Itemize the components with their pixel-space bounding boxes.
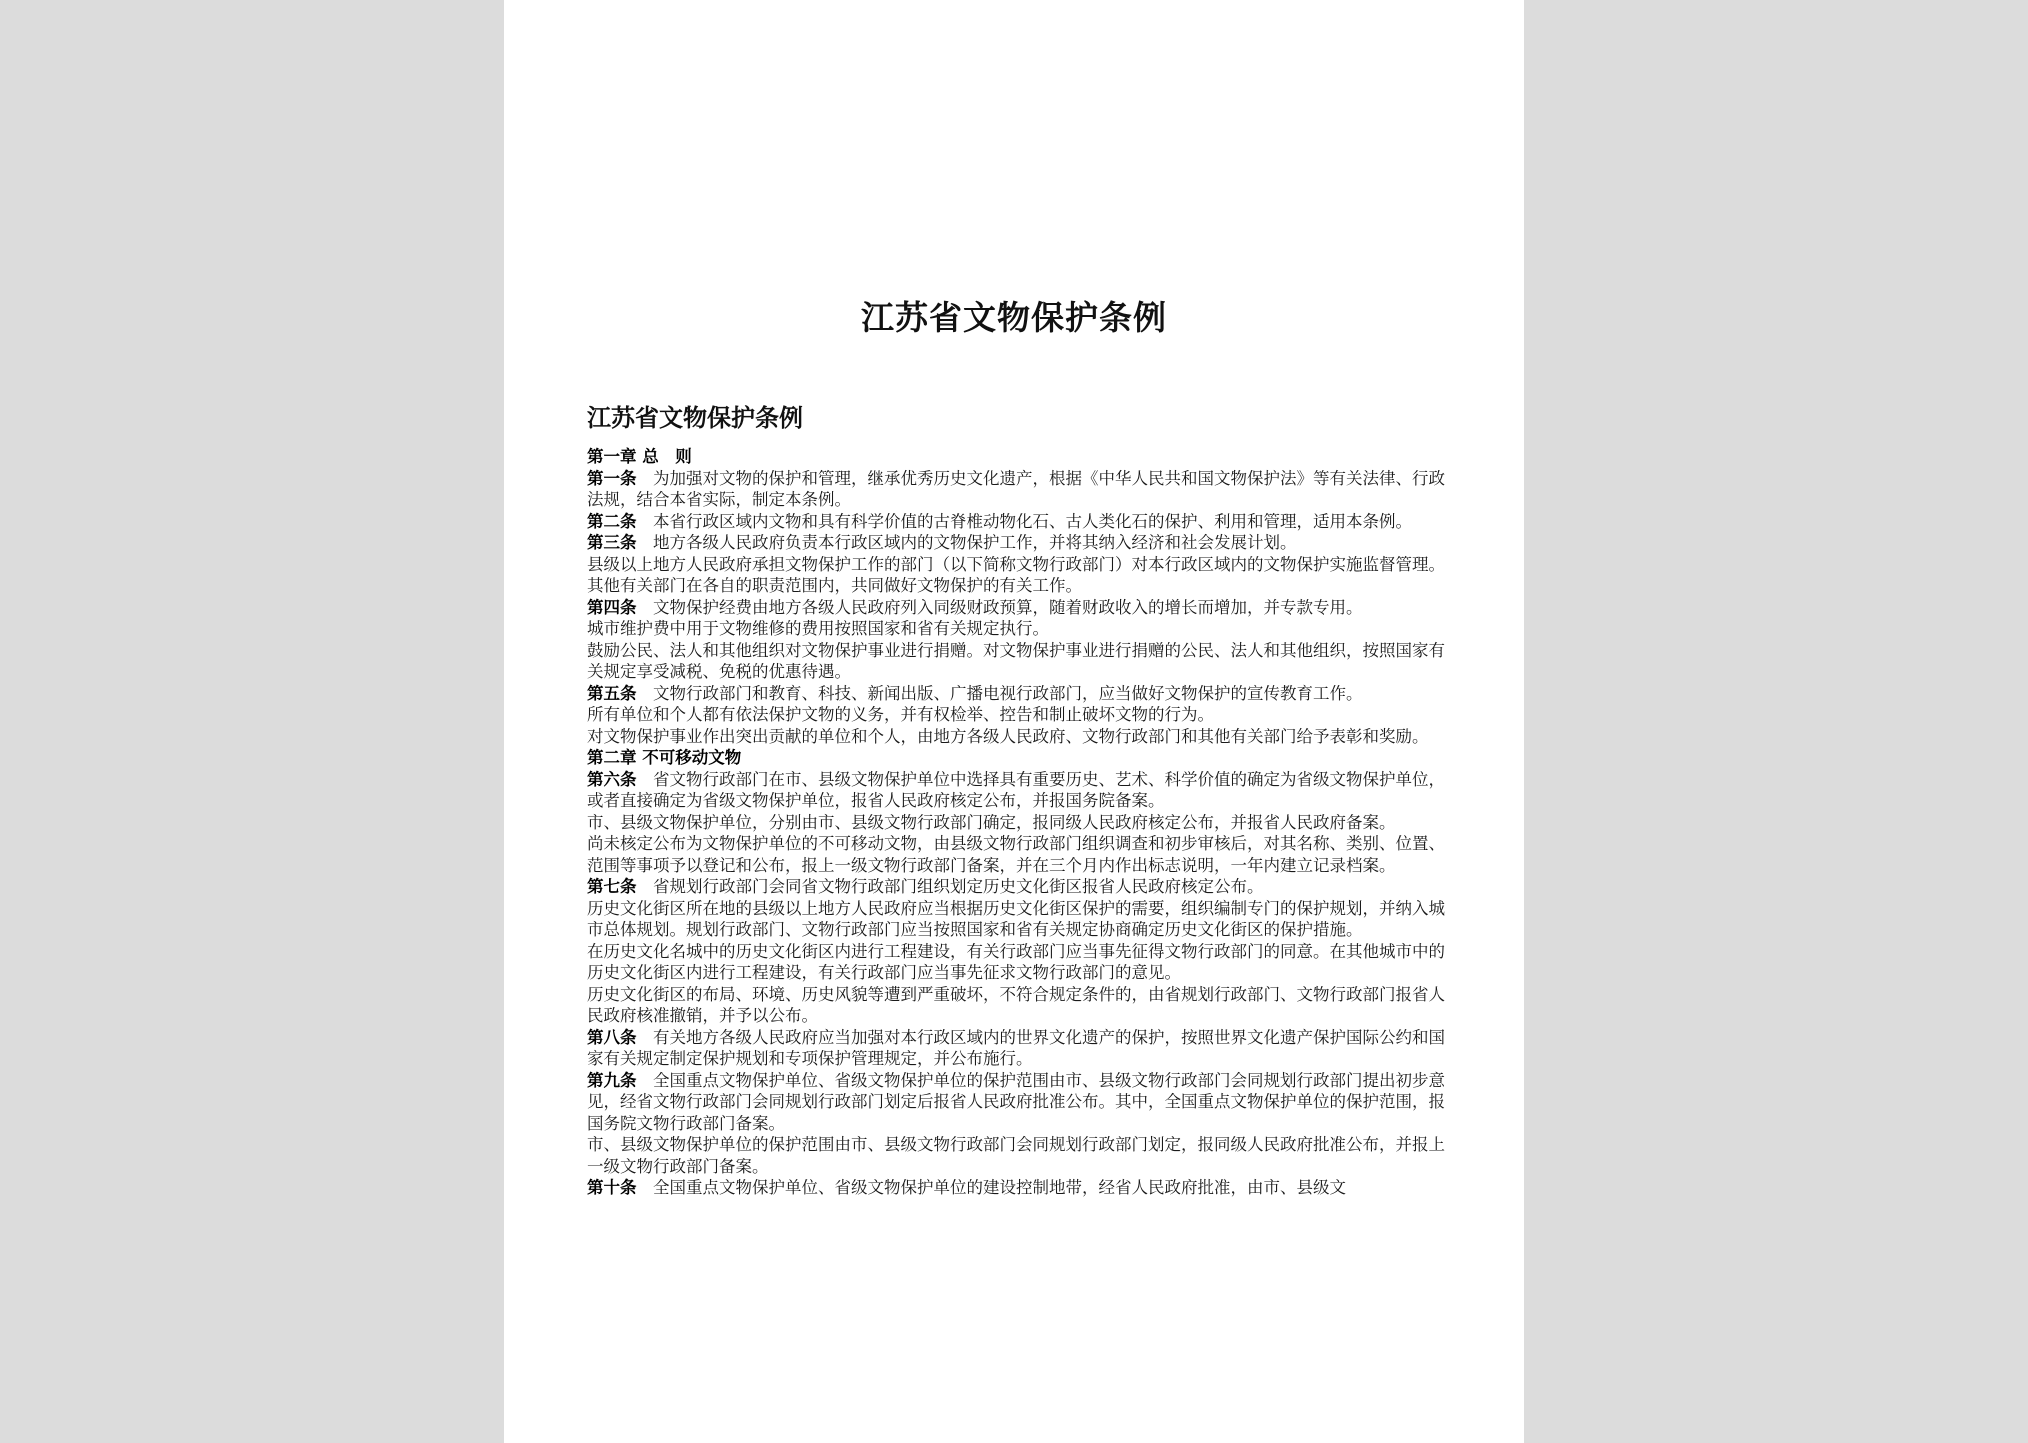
article-paragraph xyxy=(587,1027,1445,1070)
paragraph-text: 市、县级文物保护单位的保护范围由市、县级文物行政部门会同规划行政部门划定，报同级人民政府批准公布，并报上一级文物行政部门备案。 xyxy=(587,1135,1445,1176)
paragraph-text: 省规划行政部门会同省文物行政部门组织划定历史文化街区报省人民政府核定公布。 xyxy=(636,877,1264,896)
paragraph-text: 县级以上地方人民政府承担文物保护工作的部门（以下简称文物行政部门）对本行政区域内的文物保护实施监督管理。 xyxy=(587,554,1445,574)
body-paragraph xyxy=(587,640,1445,683)
article-paragraph xyxy=(587,1070,1445,1135)
document-subtitle: 江苏省文物保护条例 xyxy=(587,403,803,432)
article-paragraph xyxy=(587,532,1445,554)
chapter-heading: 第二章 不可移动文物 xyxy=(587,748,742,767)
body-paragraph xyxy=(587,812,1445,834)
article-number: 第二条 xyxy=(587,511,637,531)
article-number: 第七条 xyxy=(587,877,637,896)
article-paragraph xyxy=(587,468,1445,511)
article-paragraph xyxy=(587,876,1445,898)
paragraph-text: 全国重点文物保护单位、省级文物保护单位的保护范围由市、县级文物行政部门会同规划行政部门提出初步意见，经省文物行政部门会同规划行政部门划定后报省人民政府批准公布。其中，全国重点文物保护单位的保护范围，报国务院文物行政部门备案。 xyxy=(587,1070,1445,1133)
paragraph-text: 有关地方各级人民政府应当加强对本行政区域内的世界文化遗产的保护，按照世界文化遗产保护国际公约和国家有关规定制定保护规划和专项保护管理规定，并公布施行。 xyxy=(587,1027,1445,1068)
article-number: 第十条 xyxy=(587,1178,637,1197)
body-paragraph xyxy=(587,1134,1445,1177)
document-page xyxy=(504,0,1524,1443)
article-number: 第八条 xyxy=(587,1027,637,1047)
paragraph-text: 对文物保护事业作出突出贡献的单位和个人，由地方各级人民政府、文物行政部门和其他有关部门给予表彰和奖励。 xyxy=(587,726,1429,746)
document-body xyxy=(587,446,1445,1199)
body-paragraph xyxy=(587,984,1445,1027)
paragraph-text: 其他有关部门在各自的职责范围内，共同做好文物保护的有关工作。 xyxy=(587,576,1082,595)
paragraph-text: 城市维护费中用于文物维修的费用按照国家和省有关规定执行。 xyxy=(587,619,1049,638)
paragraph-text: 历史文化街区所在地的县级以上地方人民政府应当根据历史文化街区保护的需要，组织编制专门的保护规划，并纳入城市总体规划。规划行政部门、文物行政部门应当按照国家和省有关规定协商确定历史文化街区的保护措施。 xyxy=(587,898,1445,939)
article-paragraph xyxy=(587,1177,1445,1199)
body-paragraph xyxy=(587,554,1445,576)
article-number: 第四条 xyxy=(587,597,637,617)
paragraph-text: 为加强对文物的保护和管理，继承优秀历史文化遗产，根据《中华人民共和国文物保护法》等有关法律、行政法规，结合本省实际，制定本条例。 xyxy=(587,468,1445,509)
paragraph-text: 地方各级人民政府负责本行政区域内的文物保护工作，并将其纳入经济和社会发展计划。 xyxy=(636,533,1297,552)
body-paragraph xyxy=(587,833,1445,876)
body-paragraph xyxy=(587,726,1445,748)
paragraph-text: 历史文化街区的布局、环境、历史风貌等遭到严重破坏，不符合规定条件的，由省规划行政部门、文物行政部门报省人民政府核准撤销，并予以公布。 xyxy=(587,984,1445,1025)
chapter-heading: 第一章 总 则 xyxy=(587,447,692,466)
body-paragraph xyxy=(587,941,1445,984)
article-paragraph xyxy=(587,511,1445,533)
body-paragraph xyxy=(587,618,1445,640)
paragraph-text: 鼓励公民、法人和其他组织对文物保护事业进行捐赠。对文物保护事业进行捐赠的公民、法人和其他组织，按照国家有关规定享受减税、免税的优惠待遇。 xyxy=(587,640,1445,681)
article-number: 第九条 xyxy=(587,1070,637,1090)
paragraph-text: 尚未核定公布为文物保护单位的不可移动文物，由县级文物行政部门组织调查和初步审核后，对其名称、类别、位置、范围等事项予以登记和公布，报上一级文物行政部门备案，并在三个月内作出标志说明，一年内建立记录档案。 xyxy=(587,834,1445,875)
article-paragraph xyxy=(587,597,1445,619)
article-number: 第六条 xyxy=(587,769,637,789)
paragraph-text: 市、县级文物保护单位，分别由市、县级文物行政部门确定，报同级人民政府核定公布，并报省人民政府备案。 xyxy=(587,812,1396,832)
paragraph-text: 全国重点文物保护单位、省级文物保护单位的建设控制地带，经省人民政府批准，由市、县级文 xyxy=(636,1178,1346,1197)
article-paragraph xyxy=(587,769,1445,812)
body-paragraph xyxy=(587,704,1445,726)
paragraph-text: 在历史文化名城中的历史文化街区内进行工程建设，有关行政部门应当事先征得文物行政部门的同意。在其他城市中的历史文化街区内进行工程建设，有关行政部门应当事先征求文物行政部门的意见。 xyxy=(587,941,1445,982)
paragraph-text: 省文物行政部门在市、县级文物保护单位中选择具有重要历史、艺术、科学价值的确定为省级文物保护单位，或者直接确定为省级文物保护单位，报省人民政府核定公布，并报国务院备案。 xyxy=(587,769,1445,810)
paragraph-text: 所有单位和个人都有依法保护文物的义务，并有权检举、控告和制止破坏文物的行为。 xyxy=(587,705,1214,724)
article-paragraph xyxy=(587,683,1445,705)
document-title: 江苏省文物保护条例 xyxy=(861,298,1167,337)
body-paragraph xyxy=(587,575,1445,597)
article-number: 第三条 xyxy=(587,533,637,552)
paragraph-text: 文物行政部门和教育、科技、新闻出版、广播电视行政部门，应当做好文物保护的宣传教育工作。 xyxy=(636,683,1363,703)
paragraph-text: 文物保护经费由地方各级人民政府列入同级财政预算，随着财政收入的增长而增加，并专款专用。 xyxy=(636,597,1363,617)
article-number: 第一条 xyxy=(587,468,637,488)
article-number: 第五条 xyxy=(587,683,637,703)
body-paragraph xyxy=(587,898,1445,941)
paragraph-text: 本省行政区域内文物和具有科学价值的古脊椎动物化石、古人类化石的保护、利用和管理，适用本条例。 xyxy=(636,511,1412,531)
